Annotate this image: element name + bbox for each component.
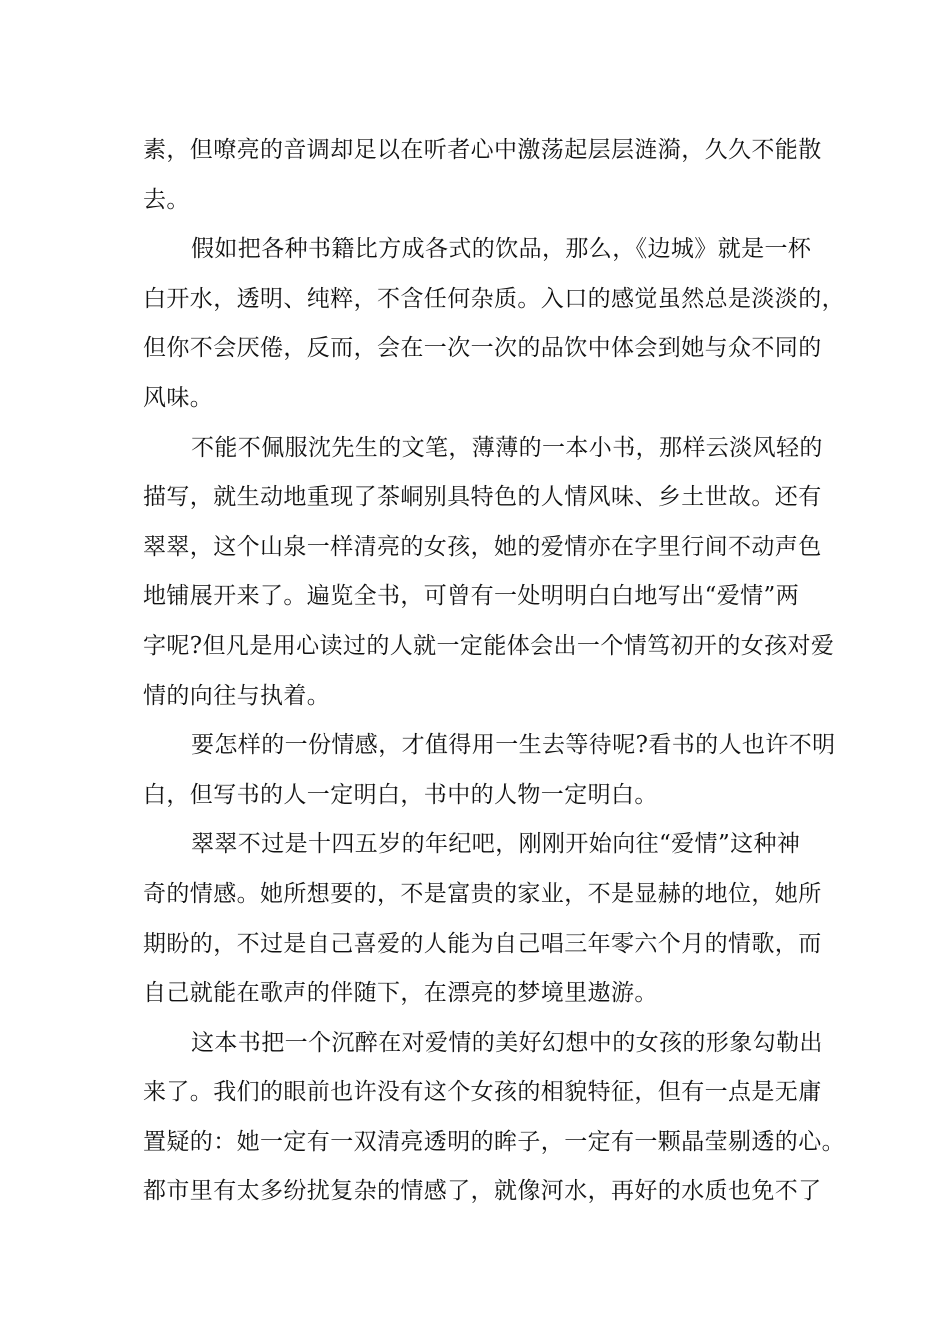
body-text xyxy=(143,126,845,1217)
text-line: 白开水，透明、纯粹，不含任何杂质。入口的感觉虽然总是淡淡的， xyxy=(143,285,845,312)
text-line: 情的向往与执着。 xyxy=(143,682,331,709)
text-line: 去。 xyxy=(143,186,190,213)
text-line: 置疑的：她一定有一双清亮透明的眸子，一定有一颗晶莹剔透的心。 xyxy=(143,1128,845,1155)
text-line: 期盼的，不过是自己喜爱的人能为自己唱三年零六个月的情歌，而 xyxy=(143,930,822,957)
text-line: 风味。 xyxy=(143,384,214,411)
paragraph-start-line: 不能不佩服沈先生的文笔，薄薄的一本小书，那样云淡风轻的 xyxy=(191,434,823,461)
paragraph-start-line: 要怎样的一份情感，才值得用一生去等待呢?看书的人也许不明 xyxy=(191,732,836,759)
text-line: 白，但写书的人一定明白，书中的人物一定明白。 xyxy=(143,781,658,808)
text-line: 但你不会厌倦，反而，会在一次一次的品饮中体会到她与众不同的 xyxy=(143,335,822,362)
paragraph-start-line: 翠翠不过是十四五岁的年纪吧，刚刚开始向往“爱情”这种神 xyxy=(191,831,801,858)
text-line: 奇的情感。她所想要的，不是富贵的家业，不是显赫的地位，她所 xyxy=(143,880,822,907)
text-line: 描写，就生动地重现了茶峒别具特色的人情风味、乡土世故。还有 xyxy=(143,484,822,511)
text-line: 地铺展开来了。遍览全书，可曾有一处明明白白地写出“爱情”两 xyxy=(143,583,800,610)
text-line: 素，但嘹亮的音调却足以在听者心中激荡起层层涟漪，久久不能散 xyxy=(143,137,822,163)
paragraph-start-line: 假如把各种书籍比方成各式的饮品，那么，《边城》就是一杯 xyxy=(191,236,812,263)
text-line: 来了。我们的眼前也许没有这个女孩的相貌特征，但有一点是无庸 xyxy=(143,1079,822,1106)
text-line: 自己就能在歌声的伴随下，在漂亮的梦境里遨游。 xyxy=(143,980,658,1007)
text-line: 字呢?但凡是用心读过的人就一定能体会出一个情笃初开的女孩对爱 xyxy=(143,632,835,659)
paragraph-start-line: 这本书把一个沉醉在对爱情的美好幻想中的女孩的形象勾勒出 xyxy=(191,1029,823,1056)
text-line: 翠翠，这个山泉一样清亮的女孩，她的爱情亦在字里行间不动声色 xyxy=(143,533,822,560)
text-line: 都市里有太多纷扰复杂的情感了，就像河水，再好的水质也免不了 xyxy=(143,1178,822,1205)
